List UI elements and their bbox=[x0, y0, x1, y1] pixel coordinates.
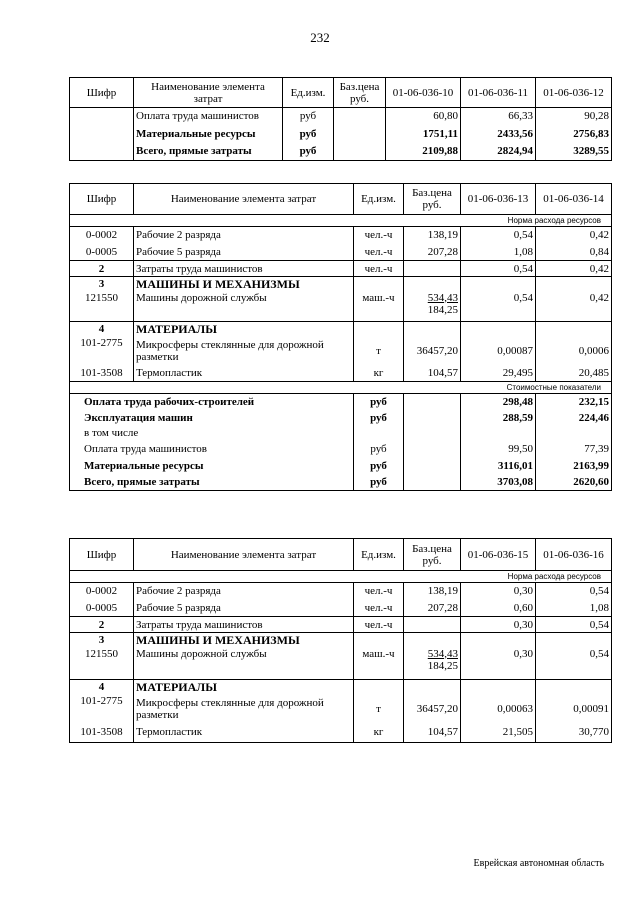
table-row bbox=[70, 292, 612, 322]
row-unit: кг bbox=[354, 365, 404, 382]
table-row bbox=[70, 695, 612, 723]
row-value: 0,30 bbox=[461, 583, 536, 600]
header-unit: Ед.изм. bbox=[354, 539, 404, 571]
header-code: Шифр bbox=[70, 539, 134, 571]
row-price-secondary: 184,25 bbox=[427, 303, 458, 316]
row-value: 0,54 bbox=[536, 617, 612, 633]
table-row bbox=[70, 600, 612, 617]
row-value: 0,42 bbox=[536, 292, 612, 322]
row-value: 0,42 bbox=[536, 227, 612, 244]
section-row bbox=[70, 633, 612, 648]
header-price: Баз.цена руб. bbox=[334, 78, 386, 108]
row-value: 3289,55 bbox=[536, 143, 612, 161]
table-row bbox=[70, 108, 612, 125]
section-code: 3 bbox=[70, 277, 134, 292]
section-code: 3 bbox=[70, 633, 134, 648]
header-col: 01-06-036-12 bbox=[536, 78, 612, 108]
row-name: Эксплуатация машин bbox=[70, 410, 354, 426]
header-code: Шифр bbox=[70, 184, 134, 215]
row-name: Материальные ресурсы bbox=[70, 458, 354, 475]
row-value: 3703,08 bbox=[461, 475, 536, 491]
row-name: Рабочие 5 разряда bbox=[134, 244, 354, 261]
row-price: 207,28 bbox=[404, 600, 461, 617]
section-row bbox=[70, 277, 612, 292]
header-col: 01-06-036-14 bbox=[536, 184, 612, 215]
row-code: 0-0005 bbox=[70, 600, 134, 617]
row-value: 21,505 bbox=[461, 723, 536, 743]
row-value: 0,00087 bbox=[461, 337, 536, 365]
row-code: 0-0005 bbox=[70, 244, 134, 261]
row-value: 99,50 bbox=[461, 441, 536, 458]
row-name: Микросферы стеклянные для дорожной разметки bbox=[134, 695, 354, 723]
row-value: 2620,60 bbox=[536, 475, 612, 491]
row-value: 3116,01 bbox=[461, 458, 536, 475]
section-title: МАШИНЫ И МЕХАНИЗМЫ bbox=[134, 633, 354, 648]
row-name: Материальные ресурсы bbox=[134, 125, 283, 143]
row-name: Оплата труда рабочих-строителей bbox=[70, 394, 354, 410]
footer-region: Еврейская автономная область bbox=[473, 858, 604, 869]
row-value: 30,770 bbox=[536, 723, 612, 743]
table-row bbox=[70, 475, 612, 491]
row-value: 20,485 bbox=[536, 365, 612, 382]
header-unit: Ед.изм. bbox=[354, 184, 404, 215]
row-unit: руб bbox=[354, 441, 404, 458]
row-value: 0,54 bbox=[536, 648, 612, 680]
row-unit: кг bbox=[354, 723, 404, 743]
row-unit: т bbox=[354, 337, 404, 365]
row-price: 36457,20 bbox=[404, 695, 461, 723]
header-col: 01-06-036-16 bbox=[536, 539, 612, 571]
header-name: Наименование элемента затрат bbox=[134, 184, 354, 215]
row-value: 298,48 bbox=[461, 394, 536, 410]
header-unit: Ед.изм. bbox=[283, 78, 334, 108]
row-value: 288,59 bbox=[461, 410, 536, 426]
row-code: 101-3508 bbox=[70, 365, 134, 382]
table-row bbox=[70, 125, 612, 143]
row-value: 2824,94 bbox=[461, 143, 536, 161]
row-unit: чел.-ч bbox=[354, 227, 404, 244]
table-row bbox=[70, 337, 612, 365]
row-code: 121550 bbox=[70, 648, 134, 680]
table-row bbox=[70, 143, 612, 161]
section-code: 4 bbox=[70, 680, 134, 695]
row-value: 0,42 bbox=[536, 261, 612, 277]
row-value: 1,08 bbox=[461, 244, 536, 261]
table-row bbox=[70, 261, 612, 277]
cost-label: Стоимостные показатели bbox=[70, 382, 612, 394]
row-name: Машины дорожной службы bbox=[134, 648, 354, 680]
row-price: 138,19 bbox=[404, 583, 461, 600]
row-name: Всего, прямые затраты bbox=[134, 143, 283, 161]
page-number: 232 bbox=[310, 30, 330, 45]
header-price: Баз.цена руб. bbox=[404, 184, 461, 215]
row-price-secondary: 184,25 bbox=[427, 659, 458, 672]
row-price: 207,28 bbox=[404, 244, 461, 261]
table-row bbox=[70, 227, 612, 244]
row-name: Рабочие 2 разряда bbox=[134, 227, 354, 244]
header-price: Баз.цена руб. bbox=[404, 539, 461, 571]
row-name: Оплата труда машинистов bbox=[134, 108, 283, 125]
cost-table-3 bbox=[69, 538, 612, 743]
header-code: Шифр bbox=[70, 78, 134, 108]
table-row bbox=[70, 244, 612, 261]
row-price: 36457,20 bbox=[404, 337, 461, 365]
row-unit: руб bbox=[283, 108, 334, 125]
row-name: Затраты труда машинистов bbox=[134, 261, 354, 277]
row-unit: чел.-ч bbox=[354, 600, 404, 617]
row-code: 101-3508 bbox=[70, 723, 134, 743]
section-title: МАШИНЫ И МЕХАНИЗМЫ bbox=[134, 277, 354, 292]
row-price: 534,43 bbox=[427, 647, 458, 660]
header-col: 01-06-036-10 bbox=[386, 78, 461, 108]
header-name: Наименование элемента затрат bbox=[134, 539, 354, 571]
table-row bbox=[70, 426, 612, 441]
row-value: 77,39 bbox=[536, 441, 612, 458]
table-row bbox=[70, 394, 612, 410]
row-unit: чел.-ч bbox=[354, 244, 404, 261]
row-value: 0,54 bbox=[461, 292, 536, 322]
row-name: Машины дорожной службы bbox=[134, 292, 354, 322]
section-title: МАТЕРИАЛЫ bbox=[134, 322, 354, 337]
table-row bbox=[70, 617, 612, 633]
row-value: 0,0006 bbox=[536, 337, 612, 365]
row-value: 2756,83 bbox=[536, 125, 612, 143]
header-name: Наименование элемента затрат bbox=[134, 78, 283, 108]
row-code: 0-0002 bbox=[70, 583, 134, 600]
row-value: 0,00063 bbox=[461, 695, 536, 723]
row-price: 138,19 bbox=[404, 227, 461, 244]
row-unit: руб bbox=[354, 394, 404, 410]
row-code: 2 bbox=[70, 261, 134, 277]
row-value: 2433,56 bbox=[461, 125, 536, 143]
row-value: 29,495 bbox=[461, 365, 536, 382]
row-name: Микросферы стеклянные для дорожной разметки bbox=[134, 337, 354, 365]
row-value: 0,30 bbox=[461, 617, 536, 633]
row-value: 66,33 bbox=[461, 108, 536, 125]
header-col: 01-06-036-11 bbox=[461, 78, 536, 108]
norm-label: Норма расхода ресурсов bbox=[70, 215, 612, 227]
row-name: в том числе bbox=[70, 426, 354, 441]
cost-table-1 bbox=[69, 77, 612, 161]
row-unit: руб bbox=[283, 125, 334, 143]
table-row bbox=[70, 410, 612, 426]
row-value: 60,80 bbox=[386, 108, 461, 125]
section-row bbox=[70, 680, 612, 695]
norm-label: Норма расхода ресурсов bbox=[70, 571, 612, 583]
row-value: 0,54 bbox=[461, 261, 536, 277]
row-value: 0,54 bbox=[461, 227, 536, 244]
row-value: 0,60 bbox=[461, 600, 536, 617]
row-value: 0,30 bbox=[461, 648, 536, 680]
row-unit: чел.-ч bbox=[354, 261, 404, 277]
section-row bbox=[70, 322, 612, 337]
row-unit: руб bbox=[354, 458, 404, 475]
row-value: 0,84 bbox=[536, 244, 612, 261]
row-value: 1751,11 bbox=[386, 125, 461, 143]
row-unit: маш.-ч bbox=[354, 648, 404, 680]
row-code: 101-2775 bbox=[70, 695, 134, 723]
row-unit: т bbox=[354, 695, 404, 723]
table-row bbox=[70, 723, 612, 743]
row-name: Термопластик bbox=[134, 723, 354, 743]
row-unit: маш.-ч bbox=[354, 292, 404, 322]
row-value: 2109,88 bbox=[386, 143, 461, 161]
row-unit: чел.-ч bbox=[354, 583, 404, 600]
row-name: Оплата труда машинистов bbox=[70, 441, 354, 458]
row-unit: руб bbox=[283, 143, 334, 161]
row-name: Всего, прямые затраты bbox=[70, 475, 354, 491]
row-value: 2163,99 bbox=[536, 458, 612, 475]
row-price: 104,57 bbox=[404, 365, 461, 382]
row-value: 0,54 bbox=[536, 583, 612, 600]
row-code: 121550 bbox=[70, 292, 134, 322]
row-unit: руб bbox=[354, 475, 404, 491]
table-row bbox=[70, 648, 612, 680]
section-code: 4 bbox=[70, 322, 134, 337]
row-value: 1,08 bbox=[536, 600, 612, 617]
row-value: 90,28 bbox=[536, 108, 612, 125]
row-name: Термопластик bbox=[134, 365, 354, 382]
table-row bbox=[70, 441, 612, 458]
row-value: 224,46 bbox=[536, 410, 612, 426]
row-code: 2 bbox=[70, 617, 134, 633]
row-value: 232,15 bbox=[536, 394, 612, 410]
row-unit: чел.-ч bbox=[354, 617, 404, 633]
table-row bbox=[70, 583, 612, 600]
row-name: Рабочие 5 разряда bbox=[134, 600, 354, 617]
row-value: 0,00091 bbox=[536, 695, 612, 723]
table-row bbox=[70, 365, 612, 382]
table-row bbox=[70, 458, 612, 475]
row-name: Затраты труда машинистов bbox=[134, 617, 354, 633]
cost-table-2 bbox=[69, 183, 612, 491]
row-code: 0-0002 bbox=[70, 227, 134, 244]
row-code: 101-2775 bbox=[70, 337, 134, 365]
header-col: 01-06-036-13 bbox=[461, 184, 536, 215]
row-unit: руб bbox=[354, 410, 404, 426]
section-title: МАТЕРИАЛЫ bbox=[134, 680, 354, 695]
row-price: 104,57 bbox=[404, 723, 461, 743]
row-price: 534,43 bbox=[427, 291, 458, 304]
header-col: 01-06-036-15 bbox=[461, 539, 536, 571]
row-name: Рабочие 2 разряда bbox=[134, 583, 354, 600]
